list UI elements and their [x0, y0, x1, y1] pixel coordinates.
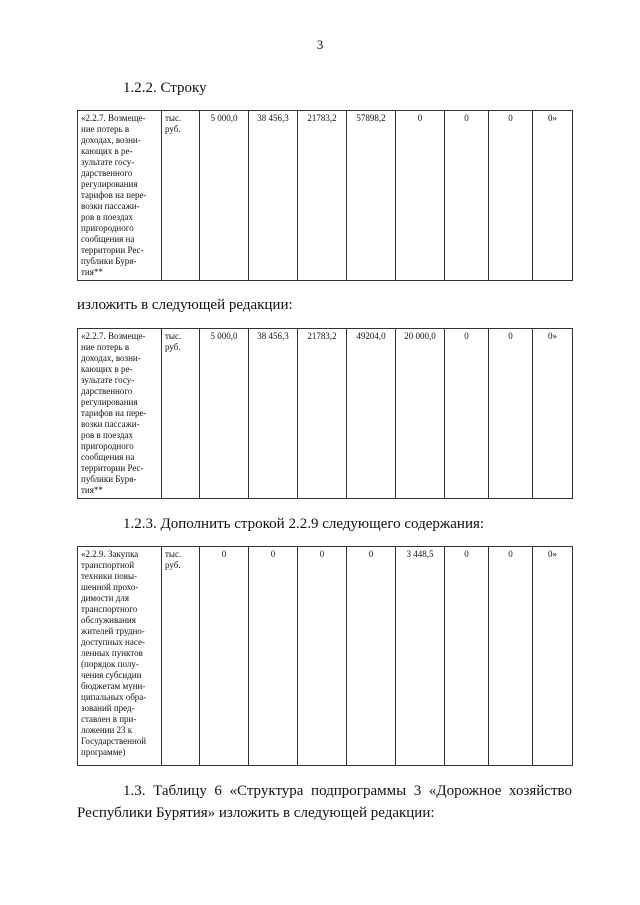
name-line: ставлен в при-: [81, 714, 137, 724]
name-line: регулирования: [81, 397, 138, 407]
name-line: пригородного: [81, 441, 134, 451]
name-line: пригородного: [81, 223, 134, 233]
name-line: возки пассажи-: [81, 201, 140, 211]
name-line: доступных насе-: [81, 637, 145, 647]
value-cell: 0: [396, 111, 445, 281]
value-cell: 21783,2: [298, 329, 347, 499]
name-line: ципальных обра-: [81, 692, 147, 702]
name-line: зультате госу-: [81, 157, 135, 167]
name-line: тарифов на пере-: [81, 190, 147, 200]
unit-cell: [162, 547, 200, 766]
table-old-row: [77, 110, 573, 281]
name-line: тия**: [81, 267, 103, 277]
name-line: сообщения на: [81, 452, 135, 462]
table-add-row: [77, 546, 573, 766]
unit-line: тыс.: [165, 331, 182, 341]
value-cell: 0: [489, 111, 533, 281]
value-cell: 0: [489, 547, 533, 766]
name-line: регулирования: [81, 179, 138, 189]
name-line: программе): [81, 747, 126, 757]
name-line: возки пассажи-: [81, 419, 140, 429]
unit-cell: [162, 111, 200, 281]
value-cell: 0: [445, 547, 489, 766]
value-cell: 3 448,5: [396, 547, 445, 766]
value-cell: 5 000,0: [200, 111, 249, 281]
value-cell: 0»: [533, 547, 573, 766]
name-line: зультате госу-: [81, 375, 135, 385]
name-line: «2.2.7. Возмеще-: [81, 331, 146, 341]
value-cell: 20 000,0: [396, 329, 445, 499]
value-cell: 0: [445, 329, 489, 499]
name-line: бюджетам муни-: [81, 681, 146, 691]
value-cell: 0: [298, 547, 347, 766]
name-line: ров в поездах: [81, 430, 133, 440]
value-cell: 49204,0: [347, 329, 396, 499]
name-line: дарственного: [81, 168, 133, 178]
name-line: техники повы-: [81, 571, 137, 581]
name-line: обслуживания: [81, 615, 136, 625]
name-line: «2.2.9. Закупка: [81, 549, 139, 559]
name-line: димости для: [81, 593, 130, 603]
name-line: дарственного: [81, 386, 133, 396]
name-line: кающих в ре-: [81, 146, 133, 156]
name-line: «2.2.7. Возмеще-: [81, 113, 146, 123]
name-line: публики Буря-: [81, 474, 137, 484]
value-cell: 21783,2: [298, 111, 347, 281]
name-line: ние потерь в: [81, 342, 130, 352]
value-cell: 0: [489, 329, 533, 499]
value-cell: 0»: [533, 329, 573, 499]
name-line: доходах, возни-: [81, 353, 141, 363]
name-line: жителей трудно-: [81, 626, 145, 636]
name-line: транспортной: [81, 560, 135, 570]
section-1-2-3-heading: 1.2.3. Дополнить строкой 2.2.9 следующего содержания:: [123, 516, 485, 532]
unit-line: руб.: [165, 124, 181, 134]
name-line: сообщения на: [81, 234, 135, 244]
value-cell: 0»: [533, 111, 573, 281]
name-line: публики Буря-: [81, 256, 137, 266]
unit-line: тыс.: [165, 549, 182, 559]
name-line: шенной прохо-: [81, 582, 139, 592]
name-line: тарифов на пере-: [81, 408, 147, 418]
name-line: кающих в ре-: [81, 364, 133, 374]
unit-line: руб.: [165, 560, 181, 570]
name-line: тия**: [81, 485, 103, 495]
table-row: [78, 329, 573, 499]
name-line: Государственной: [81, 736, 147, 746]
value-cell: 38 456,3: [249, 329, 298, 499]
unit-line: тыс.: [165, 113, 182, 123]
redaction-text: изложить в следующей редакции:: [77, 297, 293, 313]
name-line: ров в поездах: [81, 212, 133, 222]
value-cell: 0: [200, 547, 249, 766]
section-1-2-2-heading: 1.2.2. Строку: [123, 80, 207, 96]
name-line: ние потерь в: [81, 124, 130, 134]
unit-cell: [162, 329, 200, 499]
name-line: территории Рес-: [81, 463, 144, 473]
table-row: [78, 547, 573, 766]
value-cell: 0: [249, 547, 298, 766]
name-line: территории Рес-: [81, 245, 144, 255]
row-name-cell: [78, 547, 162, 766]
value-cell: 57898,2: [347, 111, 396, 281]
name-line: (порядок полу-: [81, 659, 139, 669]
value-cell: 38 456,3: [249, 111, 298, 281]
name-line: чения субсидии: [81, 670, 142, 680]
value-cell: 0: [445, 111, 489, 281]
name-line: транспортного: [81, 604, 138, 614]
name-line: ленных пунктов: [81, 648, 143, 658]
value-cell: 0: [347, 547, 396, 766]
section-1-3-paragraph: 1.3. Таблицу 6 «Структура подпрограммы 3 «Дорожное хозяйство Республики Бурятия» изложить в следующей редакции:: [77, 783, 572, 821]
name-line: зований пред-: [81, 703, 135, 713]
row-name-cell: [78, 111, 162, 281]
table-new-row: [77, 328, 573, 499]
table-row: [78, 111, 573, 281]
unit-line: руб.: [165, 342, 181, 352]
name-line: доходах, возни-: [81, 135, 141, 145]
row-name-cell: [78, 329, 162, 499]
name-line: ложении 23 к: [81, 725, 133, 735]
value-cell: 5 000,0: [200, 329, 249, 499]
page-number: 3: [316, 37, 324, 52]
